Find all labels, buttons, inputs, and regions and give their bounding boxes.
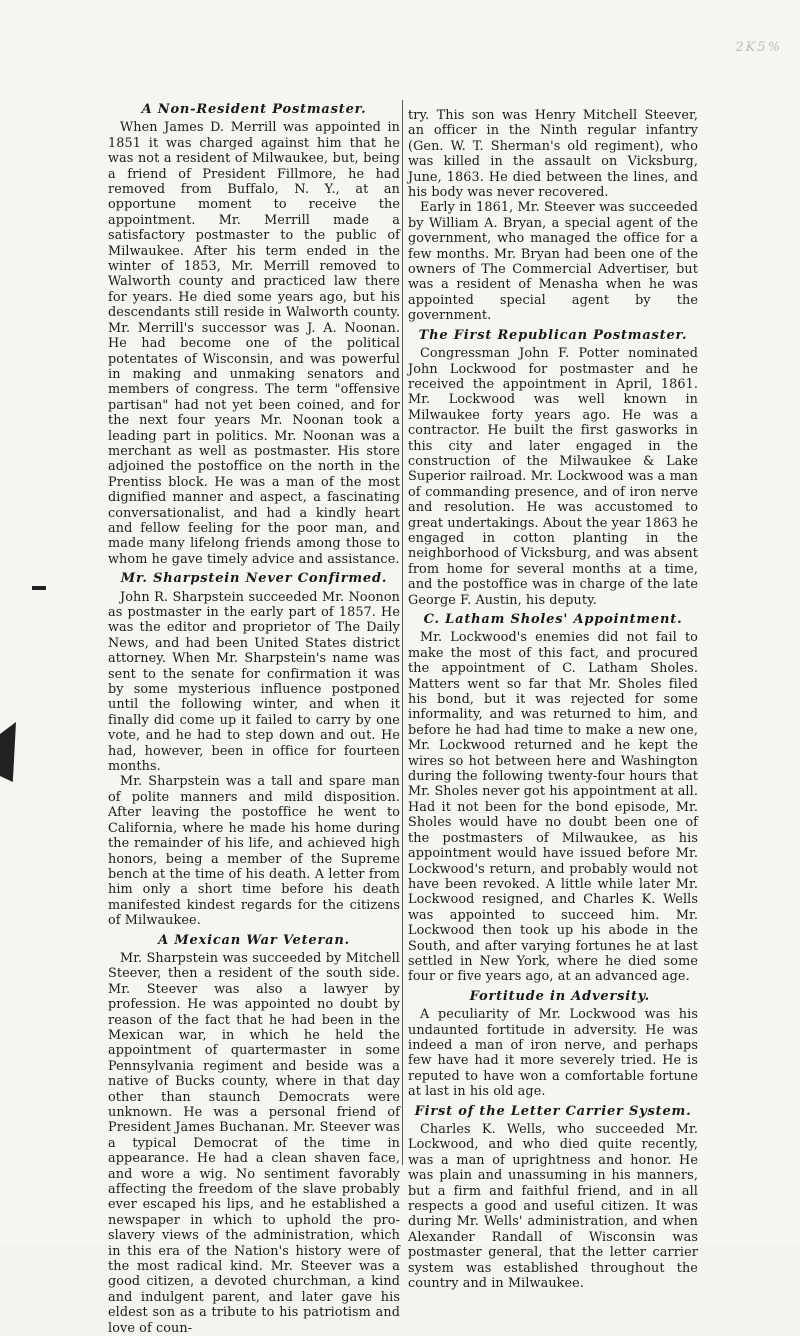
heading-fortitude: Fortitude in Adversity. [469, 988, 650, 1004]
column-rule [402, 100, 403, 1165]
heading-sharpstein: Mr. Sharpstein Never Confirmed. [120, 571, 388, 587]
paragraph: When James D. Merrill was appointed in 1851 it was charged against him that he was not a resident of Milwaukee, but, being a friend of President Fillmore, he had removed from Buffalo, N. Y., at an opportune moment to receive the appointment. Mr. Merrill made a satisfactory postmaster to the public of Milwaukee. After his term ended in the winter of 1853, Mr. Merrill removed to Walworth county and practiced law there for years. He died some years ago, but his descendants still reside in Walworth county. Mr. Merrill's successor was J. A. Noonan. He had become one of the political potentates of Wisconsin, and was powerful in making and unmaking senators and members of congress. The term "offensive partisan" had not yet been coined, and for the next four years Mr. Noonan took a leading part in politics. Mr. Noonan was a merchant as well as postmaster. His store adjoined the postoffice on the north in the Prentiss block. He was a man of the most dignified manner and aspect, a fascinating conversationalist, and had a kindly heart and fellow feeling for the poor man, and made many lifelong friends among those to whom he gave timely advice and assistance. [108, 120, 400, 567]
heading-sholes: C. Latham Sholes' Appointment. [423, 612, 683, 627]
margin-mark-small [32, 586, 46, 590]
heading-letter-carrier: First of the Letter Carrier System. [414, 1103, 692, 1119]
paragraph: Early in 1861, Mr. Steever was succeeded by William A. Bryan, a special agent of the government, who managed the office for a few months. Mr. Bryan had been one of the owners of The Commercial Advertiser, but was a resident of Menasha when he was appointed special agent by the government. [408, 200, 698, 324]
paragraph: John R. Sharpstein succeeded Mr. Noonon as postmaster in the early part of 1857. He was the editor and proprietor of The Daily News, and had been United States district attorney. When Mr. Sharpstein's name was sent to the senate for confirmation it was by some mysterious influence postponed until the following winter, and when it finally did come up it failed to carry by one vote, and he had to step down and out. He had, however, been in office for fourteen months. [108, 589, 400, 775]
paragraph: A peculiarity of Mr. Lockwood was his undaunted fortitude in adversity. He was indeed a man of iron nerve, and perhaps few have had it more severely tried. He is reputed to have won a comfortable fortune at last in his old age. [408, 1007, 698, 1100]
paragraph: Mr. Sharpstein was a tall and spare man of polite manners and mild disposition. After leaving the postoffice he went to California, where he made his home during the remainder of his life, and achieved high honors, being a member of the Supreme bench at the time of his death. A letter from him only a short time before his death manifested kindest regards for the citizens of Milwaukee. [108, 774, 400, 929]
margin-mark-large [0, 722, 16, 782]
right-column [408, 108, 698, 1291]
left-column [108, 98, 400, 1336]
heading-mexican-war: A Mexican War Veteran. [158, 932, 350, 948]
paragraph: Congressman John F. Potter nominated John Lockwood for postmaster and he received the appointment in April, 1861. Mr. Lockwood was well known in Milwaukee forty years ago. He was a contractor. He built the first gasworks in this city and later engaged in the construction of the Milwaukee & Lake Superior railroad. Mr. Lockwood was a man of commanding presence, and of iron nerve and resolution. He was accustomed to great undertakings. About the year 1863 he engaged in cotton planting in the neighborhood of Vicksburg, and was absent from home for several months at a time, and the postoffice was in charge of the late George F. Austin, his deputy. [408, 346, 698, 608]
heading-first-republican: The First Republican Postmaster. [418, 327, 688, 343]
paragraph: Mr. Sharpstein was succeeded by Mitchell Steever, then a resident of the south side. Mr. Steever was also a lawyer by profession. He was appointed no doubt by reason of the fact that he had been in the Mexican war, in which he held the appointment of quartermaster in some Pennsylvania regiment and beside was a native of Bucks county, where in that day other than staunch Democrats were unknown. He was a personal friend of President James Buchanan. Mr. Steever was a typical Democrat of the time in appearance. He had a clean shaven face, and wore a wig. No sentiment favorably affecting the freedom of the slave probably ever escaped his lips, and he established a newspaper in which to uphold the pro-slavery views of the administration, which in this era of the Nation's history were of the most radical kind. Mr. Steever was a good citizen, a devoted churchman, a kind and indulgent parent, and later gave his eldest son as a tribute to his patriotism and love of coun- [108, 950, 400, 1336]
paragraph: Mr. Lockwood's enemies did not fail to make the most of this fact, and procured the appointment of C. Latham Sholes. Matters went so far that Mr. Sholes filed his bond, but it was rejected for some informality, and was returned to him, and before he had had time to make a new one, Mr. Lockwood returned and he kept the wires so hot between here and Washington during the following twenty-four hours that Mr. Sholes never got his appointment at all. Had it not been for the bond episode, Mr. Sholes would have no doubt been one of the postmasters of Milwaukee, as his appointment would have issued before Mr. Lockwood's return, and probably would not have been revoked. A little while later Mr. Lockwood resigned, and Charles K. Wells was appointed to succeed him. Mr. Lockwood then took up his abode in the South, and after varying fortunes he at last settled in New York, where he died some four or five years ago, at an advanced age. [408, 630, 698, 985]
paragraph: try. This son was Henry Mitchell Steever, an officer in the Ninth regular infantry (Gen. W. T. Sherman's old regiment), who was killed in the assault on Vicksburg, June, 1863. He died between the lines, and his body was never recovered. [408, 108, 698, 201]
paragraph: Charles K. Wells, who succeeded Mr. Lockwood, and who died quite recently, was a man of uprightness and honor. He was plain and unassuming in his manners, but a firm and faithful friend, and in all respects a good and useful citizen. It was during Mr. Wells' administration, and when Alexander Randall of Wisconsin was postmaster general, that the letter carrier system was established throughout the country and in Milwaukee. [408, 1122, 698, 1292]
corner-mark: 2K5% [735, 40, 782, 55]
heading-non-resident: A Non-Resident Postmaster. [141, 102, 367, 117]
